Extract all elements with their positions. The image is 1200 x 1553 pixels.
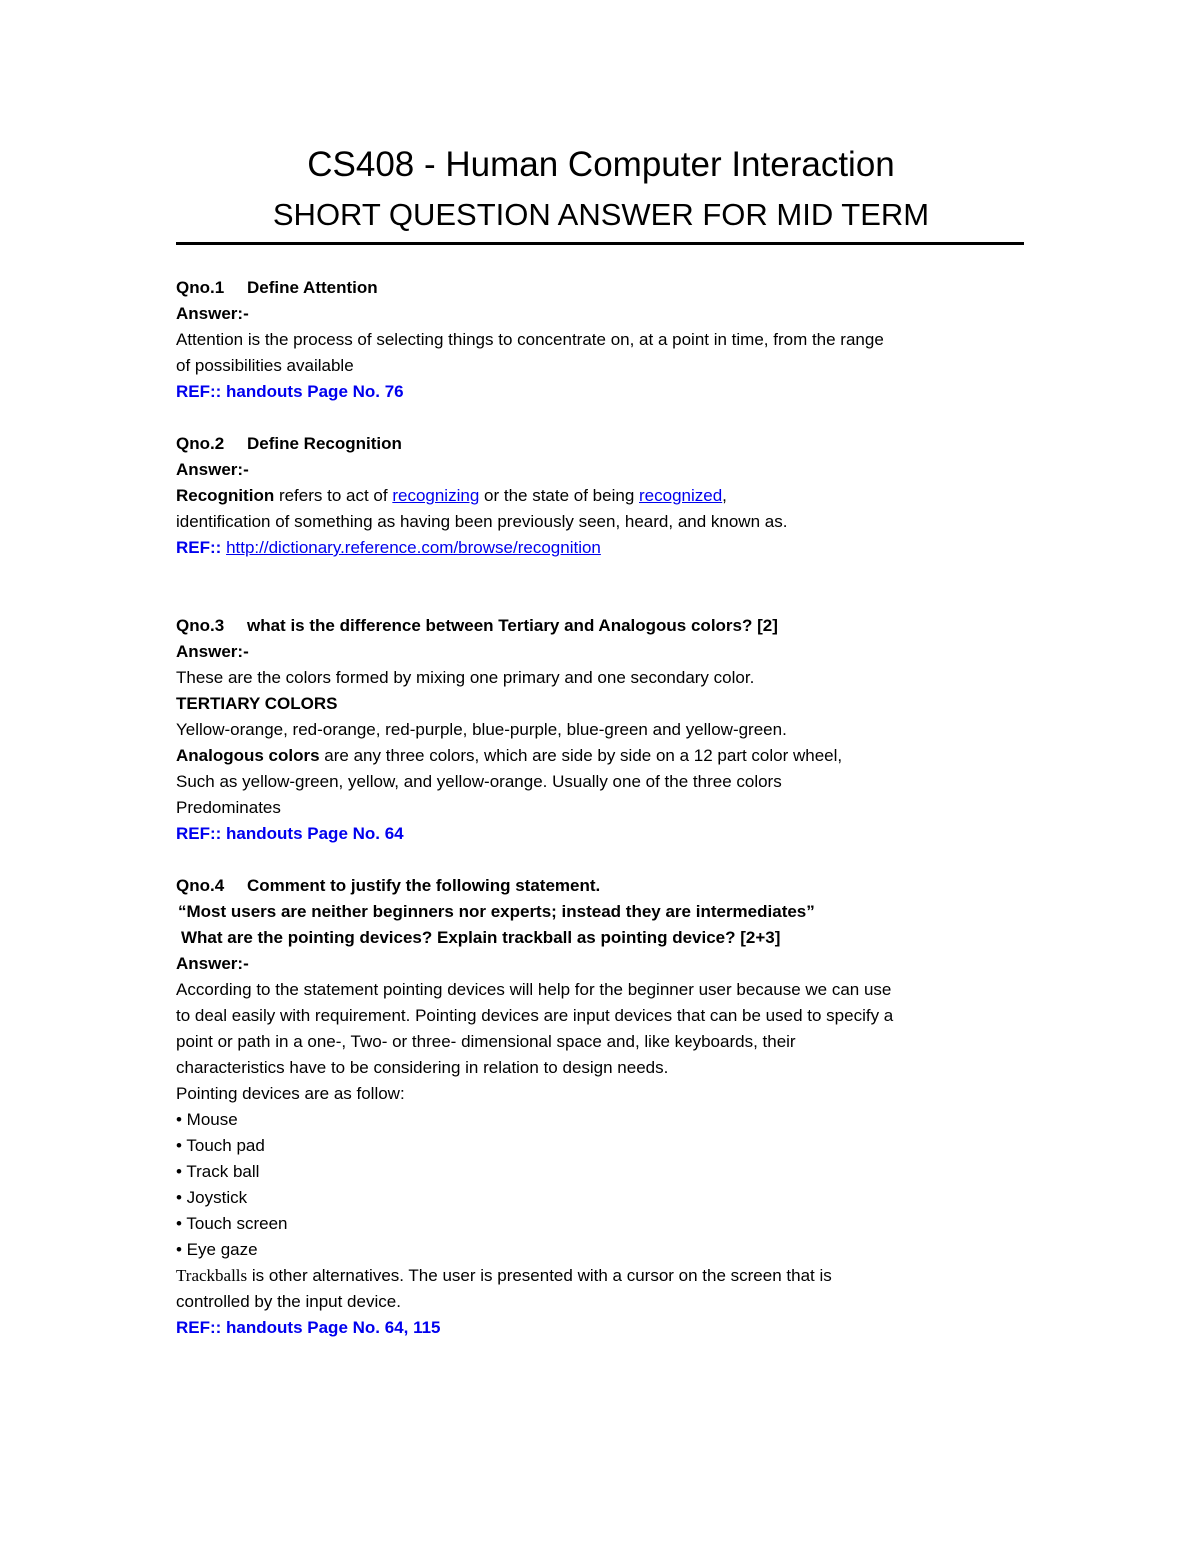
- question-2: [176, 431, 1026, 561]
- question-quote: “Most users are neither beginners nor experts; instead they are intermediates”: [178, 902, 815, 921]
- term-recognition: Recognition: [176, 486, 275, 505]
- answer-label: Answer:-: [176, 304, 249, 323]
- question-number: Qno.1: [176, 278, 225, 297]
- answer-text: [176, 743, 1026, 769]
- question-heading: [176, 275, 1026, 301]
- answer-fragment: or the state of being: [479, 486, 639, 505]
- question-3: [176, 613, 1026, 847]
- term-analogous: Analogous colors: [176, 746, 320, 765]
- answer-fragment: ,: [722, 486, 727, 505]
- answer-text: According to the statement pointing devices will help for the beginner user because we can use: [176, 980, 892, 999]
- reference: REF:: handouts Page No. 64: [176, 824, 404, 843]
- answer-text: These are the colors formed by mixing one primary and one secondary color.: [176, 668, 755, 687]
- answer-text: to deal easily with requirement. Pointing devices are input devices that can be used to specify a: [176, 1006, 894, 1025]
- question-heading: [176, 613, 1026, 639]
- list-item: • Mouse: [176, 1110, 238, 1129]
- question-text: what is the difference between Tertiary and Analogous colors? [2]: [247, 616, 778, 635]
- question-heading: [176, 873, 1026, 899]
- question-4: [176, 873, 1026, 1341]
- reference-label: REF::: [176, 538, 222, 557]
- question-1: [176, 275, 1026, 405]
- link-recognizing[interactable]: recognizing: [392, 486, 480, 505]
- list-item: • Track ball: [176, 1162, 260, 1181]
- answer-text: Attention is the process of selecting things to concentrate on, at a point in time, from the range: [176, 330, 884, 349]
- answer-text: Such as yellow-green, yellow, and yellow-orange. Usually one of the three colors: [176, 772, 782, 791]
- answer-label: Answer:-: [176, 460, 249, 479]
- answer-text: identification of something as having been previously seen, heard, and known as.: [176, 512, 788, 531]
- answer-label: Answer:-: [176, 642, 249, 661]
- term-trackballs: Trackballs: [176, 1266, 248, 1285]
- question-number: Qno.4: [176, 876, 225, 895]
- list-item: • Touch pad: [176, 1136, 265, 1155]
- document-subtitle: SHORT QUESTION ANSWER FOR MID TERM: [272, 197, 930, 232]
- question-number: Qno.3: [176, 616, 225, 635]
- title-divider: [176, 242, 1024, 245]
- question-text: Define Recognition: [247, 434, 402, 453]
- answer-text: of possibilities available: [176, 356, 354, 375]
- answer-fragment: are any three colors, which are side by side on a 12 part color wheel,: [319, 746, 843, 765]
- answer-text: [176, 483, 1026, 509]
- answer-text: point or path in a one-, Two- or three- dimensional space and, like keyboards, their: [176, 1032, 796, 1051]
- list-item: • Touch screen: [176, 1214, 288, 1233]
- reference: REF:: handouts Page No. 76: [176, 382, 404, 401]
- tertiary-list: Yellow-orange, red-orange, red-purple, blue-purple, blue-green and yellow-green.: [176, 720, 787, 739]
- question-number: Qno.2: [176, 434, 225, 453]
- question-text-2: What are the pointing devices? Explain trackball as pointing device? [2+3]: [181, 928, 781, 947]
- question-heading: [176, 431, 1026, 457]
- link-recognized[interactable]: recognized: [639, 486, 723, 505]
- list-item: • Eye gaze: [176, 1240, 258, 1259]
- answer-fragment: refers to act of: [274, 486, 393, 505]
- answer-text: Predominates: [176, 798, 281, 817]
- reference-link[interactable]: http://dictionary.reference.com/browse/recognition: [226, 538, 601, 557]
- reference: REF:: handouts Page No. 64, 115: [176, 1318, 441, 1337]
- question-text: Define Attention: [247, 278, 378, 297]
- answer-label: Answer:-: [176, 954, 249, 973]
- question-text: Comment to justify the following statement.: [247, 876, 601, 895]
- answer-fragment: is other alternatives. The user is presented with a cursor on the screen that is: [247, 1266, 832, 1285]
- reference: [176, 535, 1026, 561]
- answer-text: controlled by the input device.: [176, 1292, 401, 1311]
- list-intro: Pointing devices are as follow:: [176, 1084, 405, 1103]
- tertiary-heading: TERTIARY COLORS: [176, 694, 338, 713]
- answer-text: characteristics have to be considering in relation to design needs.: [176, 1058, 669, 1077]
- list-item: • Joystick: [176, 1188, 248, 1207]
- document-title: CS408 - Human Computer Interaction: [307, 145, 895, 184]
- answer-text: [176, 1263, 1026, 1289]
- document-page: [176, 140, 1026, 1341]
